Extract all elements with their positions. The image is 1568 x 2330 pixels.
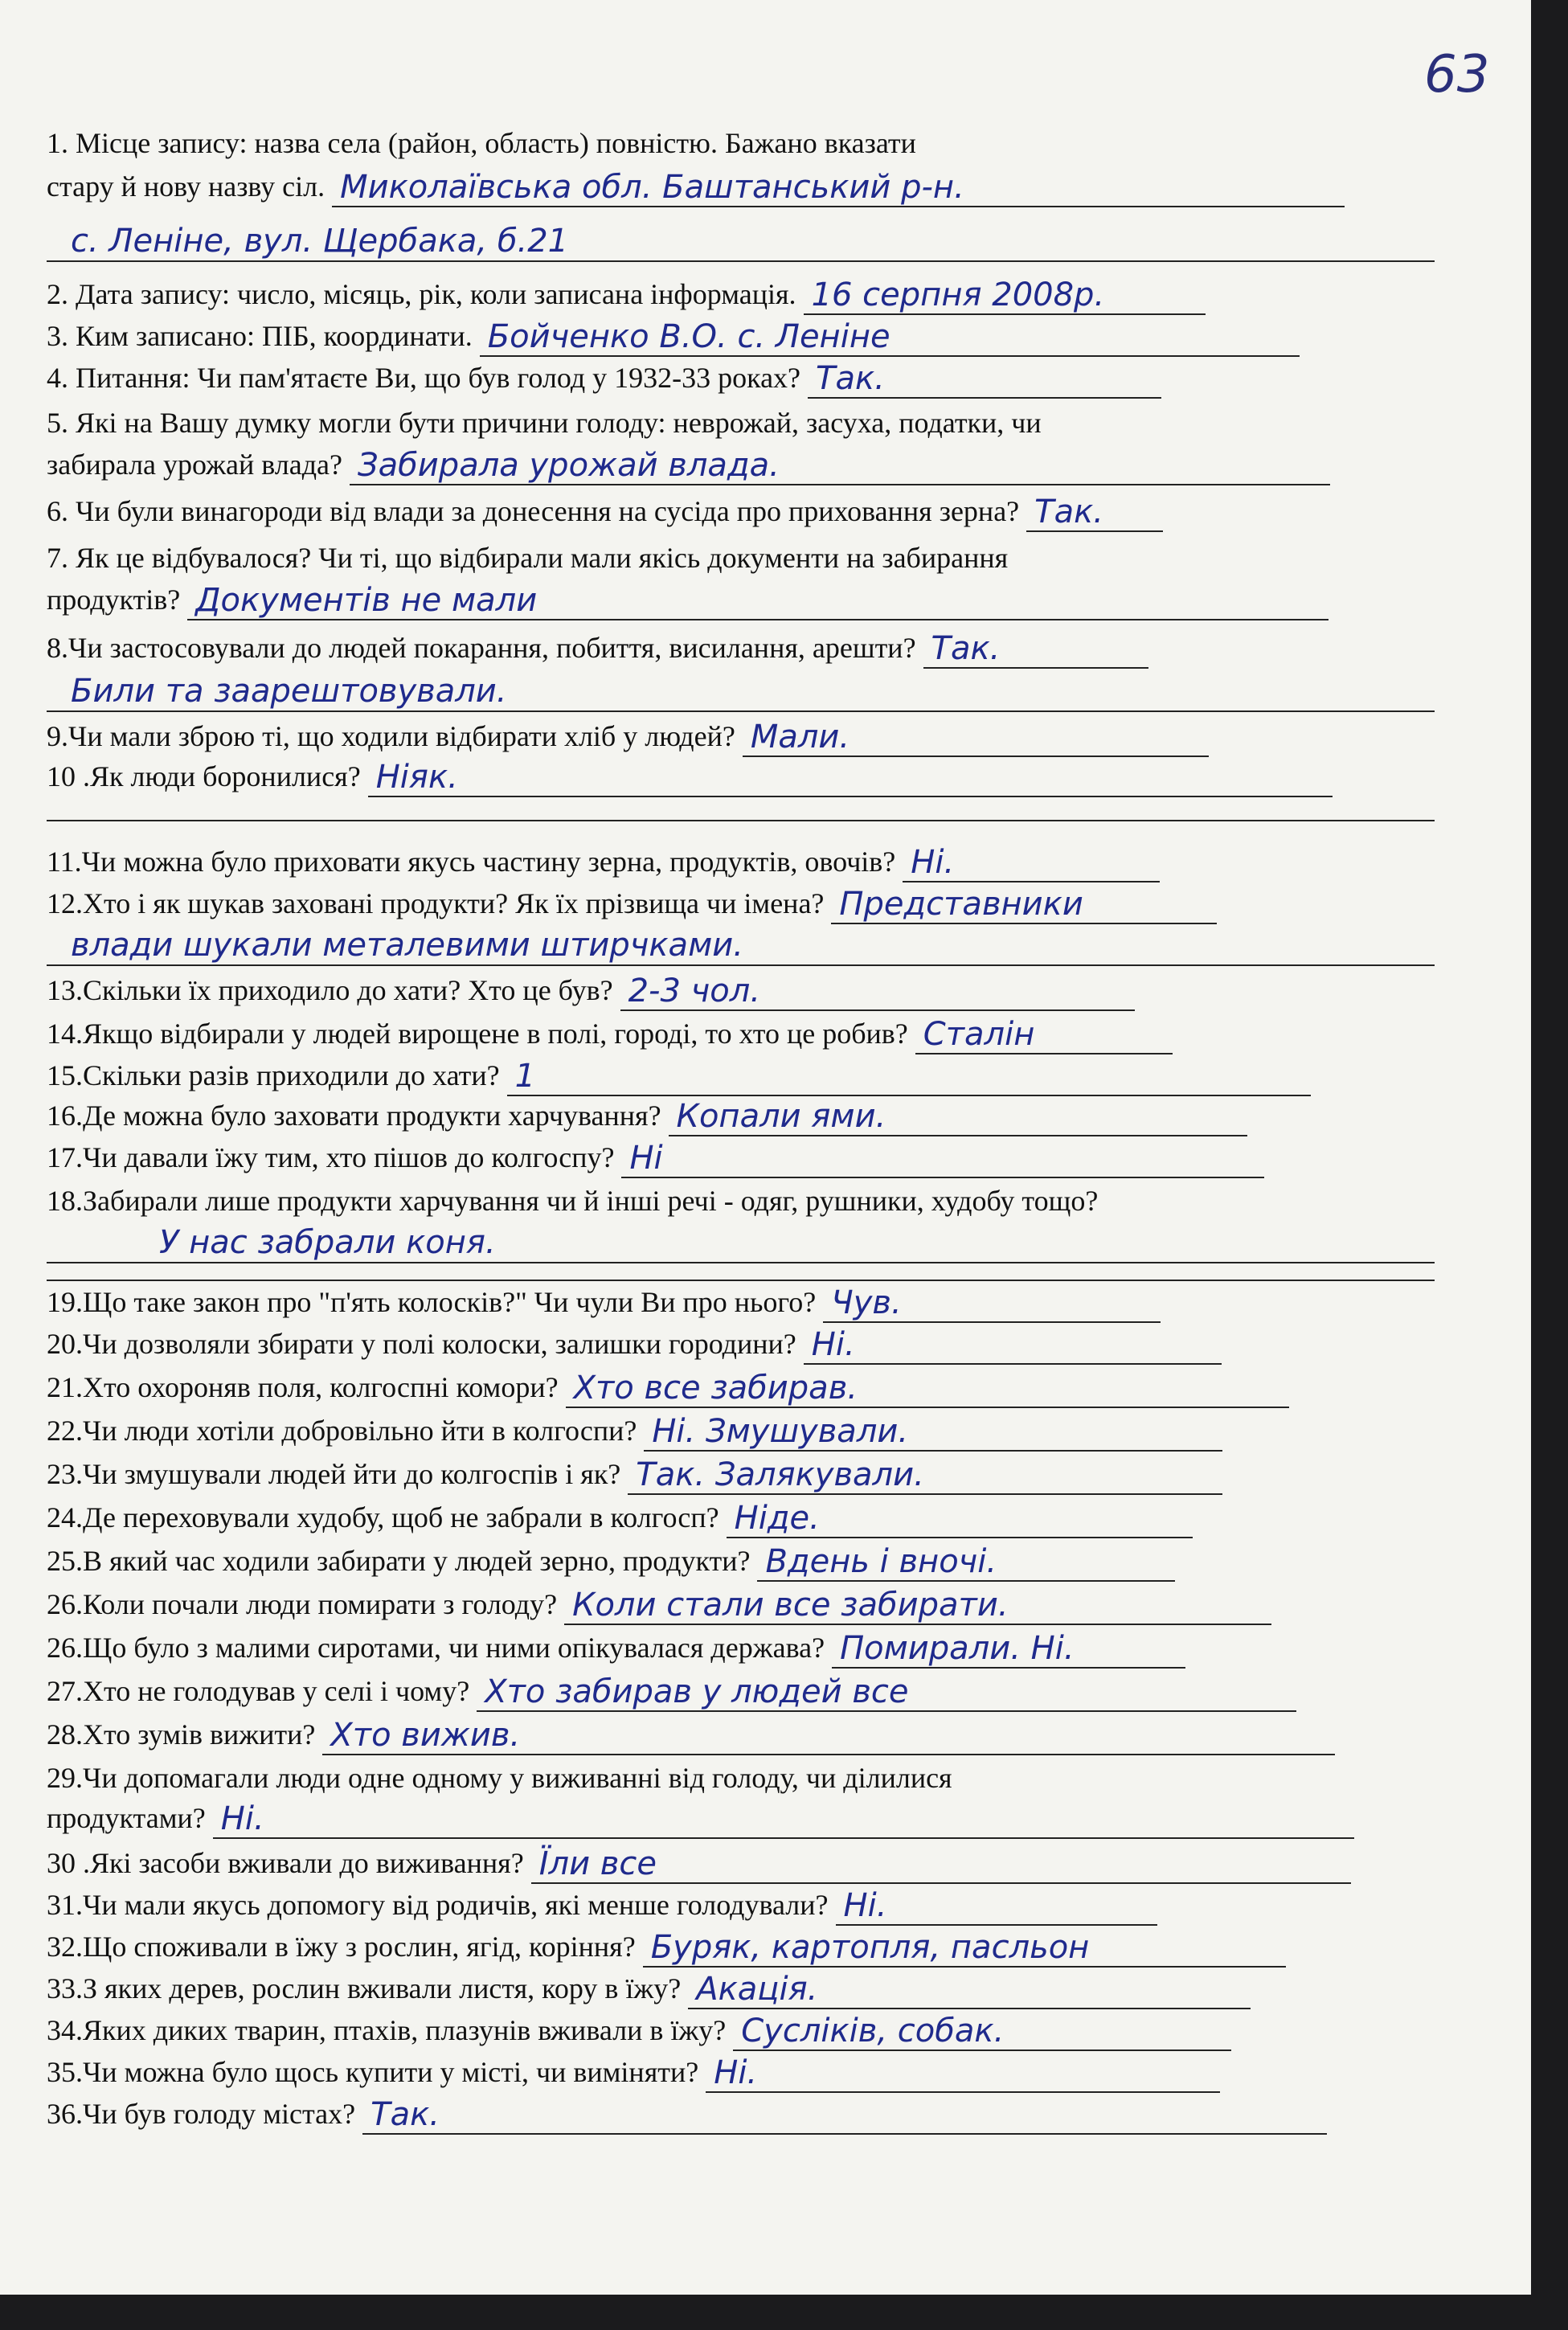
question-text: 34.Яких диких тварин, птахів, плазунів вживали в їжу? xyxy=(47,2014,727,2046)
question-text: 20.Чи дозволяли збирати у полі колоски, залишки городини? xyxy=(47,1328,796,1360)
question-text: 5. Які на Вашу думку могли бути причини голоду: неврожай, засуха, податки, чи xyxy=(47,407,1042,439)
question-27 xyxy=(47,1670,1435,1712)
question-26b xyxy=(47,1627,1435,1669)
answer-field[interactable]: Копали ями. xyxy=(669,1098,1247,1136)
question-13 xyxy=(47,969,1435,1011)
question-text: 16.Де можна було заховати продукти харчування? xyxy=(47,1099,661,1132)
answer-continuation[interactable]: влади шукали металевими штирчками. xyxy=(47,926,1435,966)
question-text: 23.Чи змушували людей йти до колгоспів і як? xyxy=(47,1458,621,1490)
question-20 xyxy=(47,1323,1435,1365)
question-7-line2 xyxy=(47,579,1435,620)
question-text: 15.Скільки разів приходили до хати? xyxy=(47,1059,500,1091)
question-text: 11.Чи можна було приховати якусь частину зерна, продуктів, овочів? xyxy=(47,846,896,878)
answer-field[interactable]: Сталін xyxy=(915,1016,1173,1054)
answer-continuation[interactable]: У нас забрали коня. xyxy=(47,1223,1435,1263)
question-text: 30 .Які засоби вживали до виживання? xyxy=(47,1847,524,1879)
question-text: 27.Хто не голодував у селі і чому? xyxy=(47,1675,470,1707)
answer-field[interactable]: Ні. xyxy=(706,2054,1220,2093)
answer-field[interactable]: 16 серпня 2008р. xyxy=(804,276,1206,315)
question-text: 25.В який час ходили забирати у людей зерно, продукти? xyxy=(47,1545,751,1577)
question-2 xyxy=(47,273,1435,315)
question-text: 29.Чи допомагали люди одне одному у виживанні від голоду, чи ділилися xyxy=(47,1762,952,1794)
question-text: 22.Чи люди хотіли добровільно йти в колгоспи? xyxy=(47,1415,637,1447)
question-text: 33.З яких дерев, рослин вживали листя, кору в їжу? xyxy=(47,1972,682,2004)
question-4 xyxy=(47,357,1435,399)
answer-field[interactable]: Ні. xyxy=(213,1800,1354,1839)
question-text: 24.Де переховували худобу, щоб не забрали в колгосп? xyxy=(47,1501,719,1534)
question-text: 26.Що було з малими сиротами, чи ними опікувалася держава? xyxy=(47,1632,825,1664)
question-14 xyxy=(47,1013,1435,1054)
answer-field[interactable]: Так. xyxy=(362,2096,1327,2135)
question-text: забирала урожай влада? xyxy=(47,448,342,481)
answer-field[interactable]: Акація. xyxy=(688,1971,1251,2009)
answer-field[interactable]: Ні. Змушували. xyxy=(644,1413,1222,1452)
question-1 xyxy=(47,122,1435,164)
question-25 xyxy=(47,1540,1435,1582)
question-10 xyxy=(47,756,1435,797)
question-29 xyxy=(47,1757,1435,1799)
question-32 xyxy=(47,1926,1435,1968)
question-text: 28.Хто зумів вижити? xyxy=(47,1718,316,1751)
question-12 xyxy=(47,882,1435,924)
question-text: 2. Дата запису: число, місяць, рік, коли записана інформація. xyxy=(47,278,796,310)
question-text: 13.Скільки їх приходило до хати? Хто це був? xyxy=(47,974,613,1006)
question-text: 19.Що таке закон про "п'ять колосків?" Чи чули Ви про нього? xyxy=(47,1286,817,1318)
answer-field[interactable]: Сусліків, собак. xyxy=(733,2013,1231,2051)
question-5 xyxy=(47,402,1435,444)
answer-field[interactable]: Бойченко В.О. с. Леніне xyxy=(480,318,1300,357)
question-26 xyxy=(47,1583,1435,1625)
answer-field[interactable]: Ні xyxy=(621,1140,1264,1178)
question-text: 9.Чи мали зброю ті, що ходили відбирати хліб у людей? xyxy=(47,720,735,752)
question-1-line2 xyxy=(47,166,1435,207)
question-19 xyxy=(47,1281,1435,1323)
question-text: продуктами? xyxy=(47,1802,206,1834)
answer-field[interactable]: Ні. xyxy=(836,1887,1157,1926)
answer-field[interactable]: Буряк, картопля, пасльон xyxy=(643,1929,1286,1968)
question-33 xyxy=(47,1968,1435,2009)
question-text: 14.Якщо відбирали у людей вирощене в полі, городі, то хто це робив? xyxy=(47,1018,908,1050)
question-9 xyxy=(47,715,1435,757)
question-28 xyxy=(47,1714,1435,1755)
question-24 xyxy=(47,1497,1435,1538)
answer-continuation[interactable]: с. Леніне, вул. Щербака, б.21 xyxy=(47,222,1435,262)
answer-field[interactable]: Представники xyxy=(831,886,1217,924)
question-7 xyxy=(47,537,1435,579)
question-34 xyxy=(47,2009,1435,2051)
question-22 xyxy=(47,1410,1435,1452)
answer-field[interactable]: Ніяк. xyxy=(368,759,1333,797)
question-text: 7. Як це відбувалося? Чи ті, що відбирали мали якісь документи на забирання xyxy=(47,542,1009,574)
question-text: 10 .Як люди боронилися? xyxy=(47,760,361,792)
answer-field[interactable]: 2-3 чол. xyxy=(620,973,1135,1011)
question-6 xyxy=(47,490,1435,532)
answer-field[interactable]: Так. Залякували. xyxy=(628,1456,1222,1495)
answer-field[interactable]: Чув. xyxy=(823,1284,1161,1323)
question-29-line2 xyxy=(47,1797,1435,1839)
question-15 xyxy=(47,1054,1435,1096)
answer-field[interactable]: Так. xyxy=(923,630,1148,669)
question-text: 12.Хто і як шукав заховані продукти? Як їх прізвища чи імена? xyxy=(47,887,825,919)
answer-field[interactable]: Помирали. Ні. xyxy=(832,1630,1185,1669)
answer-field[interactable]: Ніде. xyxy=(727,1500,1193,1538)
question-5-line2 xyxy=(47,444,1435,485)
question-text: 31.Чи мали якусь допомогу від родичів, які менше голодували? xyxy=(47,1889,829,1921)
question-text: 8.Чи застосовували до людей покарання, побиття, висилання, арешти? xyxy=(47,632,916,664)
answer-field[interactable]: Хто забирав у людей все xyxy=(477,1673,1296,1712)
question-17 xyxy=(47,1136,1435,1178)
question-text: 26.Коли почали люди помирати з голоду? xyxy=(47,1588,558,1620)
answer-field[interactable]: Документів не мали xyxy=(187,582,1329,620)
question-16 xyxy=(47,1095,1435,1136)
answer-field[interactable]: Так. xyxy=(1026,493,1163,532)
question-text: стару й нову назву сіл. xyxy=(47,170,325,203)
answer-field[interactable]: Хто вижив. xyxy=(322,1717,1335,1755)
answer-field[interactable]: Так. xyxy=(808,360,1161,399)
question-8 xyxy=(47,627,1435,669)
answer-field[interactable]: Ні. xyxy=(903,844,1160,882)
page-number: 63 xyxy=(1424,45,1490,104)
question-23 xyxy=(47,1453,1435,1495)
answer-field[interactable]: Хто все забирав. xyxy=(566,1370,1289,1408)
question-3 xyxy=(47,315,1435,357)
question-text: 21.Хто охороняв поля, колгоспні комори? xyxy=(47,1371,559,1403)
answer-field[interactable]: 1 xyxy=(507,1058,1311,1096)
question-35 xyxy=(47,2051,1435,2093)
question-text: 36.Чи був голоду містах? xyxy=(47,2098,356,2130)
blank-line xyxy=(47,818,1435,821)
question-text: 17.Чи давали їжу тим, хто пішов до колгоспу? xyxy=(47,1141,615,1173)
question-text: 35.Чи можна було щось купити у місті, чи виміняти? xyxy=(47,2056,699,2088)
question-text: 4. Питання: Чи пам'ятаєте Ви, що був голод у 1932-33 роках? xyxy=(47,362,801,394)
question-text: 3. Ким записано: ПІБ, координати. xyxy=(47,320,473,352)
answer-field[interactable]: Їли все xyxy=(531,1845,1351,1884)
question-text: 1. Місце запису: назва села (район, область) повністю. Бажано вказати xyxy=(47,127,916,159)
question-text: продуктів? xyxy=(47,584,181,616)
question-36 xyxy=(47,2093,1435,2135)
answer-field[interactable]: Миколаївська обл. Баштанський р-н. xyxy=(332,169,1345,207)
answer-field[interactable]: Ні. xyxy=(804,1326,1222,1365)
question-text: 6. Чи були винагороди від влади за донесення на сусіда про приховання зерна? xyxy=(47,495,1020,527)
question-text: 18.Забирали лише продукти харчування чи й інші речі - одяг, рушники, худобу тощо? xyxy=(47,1185,1099,1217)
question-31 xyxy=(47,1884,1435,1926)
answer-field[interactable]: Коли стали все забирати. xyxy=(564,1587,1271,1625)
answer-field[interactable]: Вдень і вночі. xyxy=(757,1543,1175,1582)
question-18 xyxy=(47,1180,1435,1222)
answer-continuation[interactable]: Били та заарештовували. xyxy=(47,672,1435,712)
question-21 xyxy=(47,1366,1435,1408)
question-11 xyxy=(47,841,1435,882)
answer-field[interactable]: Мали. xyxy=(743,719,1209,757)
answer-field[interactable]: Забирала урожай влада. xyxy=(350,447,1330,485)
question-30 xyxy=(47,1842,1435,1884)
question-text: 32.Що споживали в їжу з рослин, ягід, коріння? xyxy=(47,1931,636,1963)
